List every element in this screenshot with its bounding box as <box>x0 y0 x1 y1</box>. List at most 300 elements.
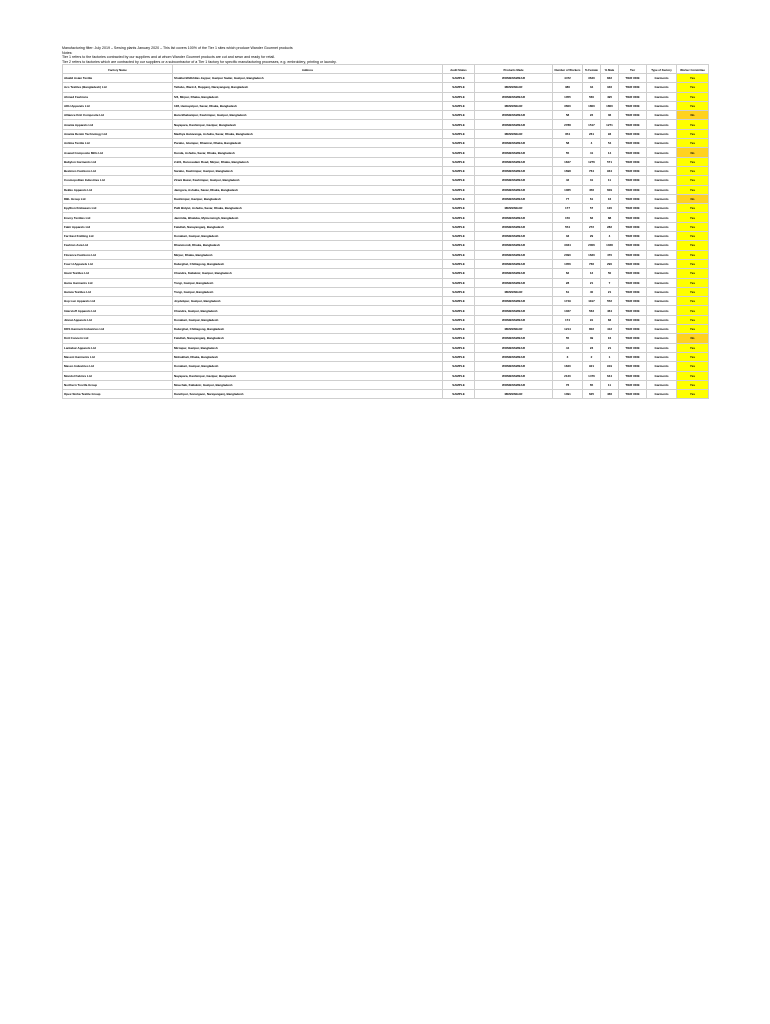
cell-type: Garments <box>647 232 677 241</box>
cell-address: Fatullah, Narayanganj, Bangladesh <box>173 334 443 343</box>
cell-type: Garments <box>647 194 677 203</box>
cell-audit-status: SAMPLE <box>443 269 475 278</box>
cell-tier: TIER ONE <box>619 250 647 259</box>
cell-committee: Yes <box>677 92 709 101</box>
cell-female: 62 <box>583 213 601 222</box>
table-row <box>63 120 709 129</box>
cell-female: 1517 <box>583 120 601 129</box>
intro-line-4: Tier 2 refers to factories which are contracted by our suppliers or a subcontractor of a Tier 1 factory for specific manufacturing processes, e.g. embroidery, printing or laundry. <box>62 59 337 64</box>
cell-workers: 3600 <box>553 101 583 110</box>
cell-products: WOMENSWEAR <box>475 352 553 361</box>
cell-address: Chandra, Gazipur, Bangladesh <box>173 306 443 315</box>
cell-tier: TIER ONE <box>619 148 647 157</box>
cell-audit-status: SAMPLE <box>443 120 475 129</box>
table-row <box>63 176 709 185</box>
cell-products: WOMENSWEAR <box>475 139 553 148</box>
cell-factory-name: Epyllion Knitwears Ltd <box>63 204 173 213</box>
cell-products: WOMENSWEAR <box>475 194 553 203</box>
cell-tier: TIER ONE <box>619 278 647 287</box>
cell-audit-status: SAMPLE <box>443 92 475 101</box>
cell-type: Garments <box>647 250 677 259</box>
cell-factory-name: Hams Garments Ltd <box>63 278 173 287</box>
cell-factory-name: Four H Apparels Ltd <box>63 259 173 268</box>
cell-workers: 1027 <box>553 306 583 315</box>
cell-address: Mohakhali, Dhaka, Bangladesh <box>173 352 443 361</box>
cell-committee: Yes <box>677 287 709 296</box>
cell-audit-status: SAMPLE <box>443 352 475 361</box>
table-row <box>63 297 709 306</box>
cell-products: MENSWEAR <box>475 101 553 110</box>
cell-address: Bara Bhabanipur, Kashimpur, Gazipur, Bangladesh <box>173 111 443 120</box>
cell-workers: 1055 <box>553 92 583 101</box>
cell-male: 464 <box>601 306 619 315</box>
cell-tier: TIER ONE <box>619 83 647 92</box>
cell-female: 272 <box>583 222 601 231</box>
cell-audit-status: SAMPLE <box>443 74 475 83</box>
cell-products: WOMENSWEAR <box>475 250 553 259</box>
cell-products: WOMENSWEAR <box>475 306 553 315</box>
cell-committee: Yes <box>677 222 709 231</box>
intro-line-2: Notes: <box>62 50 73 55</box>
cell-tier: TIER ONE <box>619 139 647 148</box>
cell-audit-status: SAMPLE <box>443 297 475 306</box>
table-row <box>63 92 709 101</box>
header-committee: Worker Committee <box>677 65 709 74</box>
table-row <box>63 287 709 296</box>
cell-tier: TIER ONE <box>619 371 647 380</box>
cell-products: WOMENSWEAR <box>475 213 553 222</box>
cell-type: Garments <box>647 204 677 213</box>
cell-workers: 1065 <box>553 185 583 194</box>
cell-committee: No <box>677 194 709 203</box>
cell-workers: 4472 <box>553 74 583 83</box>
cell-factory-name: Ananta Apparels Ltd <box>63 120 173 129</box>
cell-female: 261 <box>583 129 601 138</box>
cell-female: 766 <box>583 259 601 268</box>
cell-products: WOMENSWEAR <box>475 176 553 185</box>
cell-workers: 380 <box>553 83 583 92</box>
cell-type: Garments <box>647 343 677 352</box>
cell-factory-name: DBL Group Ltd <box>63 194 173 203</box>
header-products: Products Made <box>475 65 553 74</box>
cell-products: WOMENSWEAR <box>475 166 553 175</box>
cell-committee: Yes <box>677 241 709 250</box>
cell-address: Mirzapur, Gazipur, Bangladesh <box>173 343 443 352</box>
cell-audit-status: SAMPLE <box>443 278 475 287</box>
cell-committee: Yes <box>677 352 709 361</box>
cell-address: Fatullah, Narayanganj, Bangladesh <box>173 222 443 231</box>
cell-audit-status: SAMPLE <box>443 306 475 315</box>
cell-factory-name: Lantabur Apparels Ltd <box>63 343 173 352</box>
table-row <box>63 306 709 315</box>
table-row <box>63 241 709 250</box>
cell-workers: 1749 <box>553 297 583 306</box>
cell-workers: 44 <box>553 343 583 352</box>
cell-workers: 3 <box>553 352 583 361</box>
cell-products: WOMENSWEAR <box>475 371 553 380</box>
cell-type: Garments <box>647 185 677 194</box>
cell-female: 921 <box>583 362 601 371</box>
cell-tier: TIER ONE <box>619 92 647 101</box>
cell-female: 560 <box>583 92 601 101</box>
cell-products: WOMENSWEAR <box>475 241 553 250</box>
cell-factory-name: Ahmed Fashions <box>63 92 173 101</box>
cell-workers: 33 <box>553 232 583 241</box>
cell-type: Garments <box>647 129 677 138</box>
cell-products: WOMENSWEAR <box>475 148 553 157</box>
cell-address: Chandra, Kaliakoir, Gazipur, Bangladesh <box>173 269 443 278</box>
cell-workers: 554 <box>553 222 583 231</box>
cell-female: 1800 <box>583 101 601 110</box>
cell-tier: TIER ONE <box>619 232 647 241</box>
table-row <box>63 185 709 194</box>
cell-workers: 2788 <box>553 120 583 129</box>
cell-factory-name: Far East Knitting Ltd <box>63 232 173 241</box>
cell-audit-status: SAMPLE <box>443 380 475 389</box>
table-row <box>63 148 709 157</box>
header-female: % Female <box>583 65 601 74</box>
cell-male: 11 <box>601 380 619 389</box>
table-row <box>63 334 709 343</box>
cell-type: Garments <box>647 287 677 296</box>
cell-tier: TIER ONE <box>619 287 647 296</box>
cell-female: 1197 <box>583 297 601 306</box>
cell-workers: 1698 <box>553 166 583 175</box>
cell-address: Jamirdia, Bhaluka, Mymensingh, Bangladesh <box>173 213 443 222</box>
cell-products: WOMENSWEAR <box>475 157 553 166</box>
cell-factory-name: AKH Apparels Ltd <box>63 101 173 110</box>
header-factory-name: Factory Name <box>63 65 173 74</box>
cell-male: 412 <box>601 325 619 334</box>
cell-female: 802 <box>583 325 601 334</box>
cell-audit-status: SAMPLE <box>443 325 475 334</box>
header-address: Address <box>173 65 443 74</box>
cell-address: Zirani Bazar, Kashimpur, Gazipur, Bangladesh <box>173 176 443 185</box>
table-row <box>63 74 709 83</box>
cell-committee: Yes <box>677 343 709 352</box>
cell-tier: TIER ONE <box>619 343 647 352</box>
cell-factory-name: Florence Fashions Ltd <box>63 250 173 259</box>
cell-committee: Yes <box>677 250 709 259</box>
cell-audit-status: SAMPLE <box>443 157 475 166</box>
cell-committee: Yes <box>677 269 709 278</box>
cell-products: WOMENSWEAR <box>475 278 553 287</box>
cell-workers: 58 <box>553 111 583 120</box>
cell-workers: 2090 <box>553 250 583 259</box>
cell-male: 1800 <box>601 101 619 110</box>
cell-products: MENSWEAR <box>475 83 553 92</box>
header-workers: Number of Workers <box>553 65 583 74</box>
cell-audit-status: SAMPLE <box>443 362 475 371</box>
cell-committee: Yes <box>677 278 709 287</box>
cell-type: Garments <box>647 120 677 129</box>
cell-committee: Yes <box>677 371 709 380</box>
cell-audit-status: SAMPLE <box>443 83 475 92</box>
cell-female: 23 <box>583 343 601 352</box>
table-row <box>63 101 709 110</box>
cell-address: Kashimpur, Gazipur, Bangladesh <box>173 194 443 203</box>
cell-address: Parabo, Islampur, Dhamrai, Dhaka, Bangladesh <box>173 139 443 148</box>
cell-female: 456 <box>583 185 601 194</box>
cell-committee: Yes <box>677 176 709 185</box>
cell-factory-name: Hop Lun Apparels Ltd <box>63 297 173 306</box>
table-row <box>63 278 709 287</box>
cell-committee: Yes <box>677 120 709 129</box>
cell-male: 21 <box>601 287 619 296</box>
cell-male: 7 <box>601 278 619 287</box>
cell-factory-name: Fakir Apparels Ltd <box>63 222 173 231</box>
cell-male: 470 <box>601 250 619 259</box>
cell-factory-name: Mondol Fabrics Ltd <box>63 371 173 380</box>
cell-workers: 1840 <box>553 362 583 371</box>
cell-address: Kunda, Ashulia, Savar, Dhaka, Bangladesh <box>173 148 443 157</box>
cell-tier: TIER ONE <box>619 241 647 250</box>
cell-tier: TIER ONE <box>619 334 647 343</box>
cell-female: 1276 <box>583 157 601 166</box>
cell-factory-name: Interstoff Apparels Ltd <box>63 306 173 315</box>
cell-committee: Yes <box>677 213 709 222</box>
cell-female: 34 <box>583 83 601 92</box>
cell-products: WOMENSWEAR <box>475 222 553 231</box>
cell-audit-status: SAMPLE <box>443 232 475 241</box>
cell-address: Tetlabo, Ward-3, Rupganj, Narayanganj, Bangladesh <box>173 83 443 92</box>
table-row <box>63 315 709 324</box>
cell-committee: Yes <box>677 325 709 334</box>
cell-audit-status: SAMPLE <box>443 213 475 222</box>
cell-tier: TIER ONE <box>619 213 647 222</box>
cell-address: Nayapara, Kashimpur, Gazipur, Bangladesh <box>173 120 443 129</box>
table-row <box>63 194 709 203</box>
cell-address: Shuklai Bhilbhilas Jaypur, Gazipur Sadar, Gazipur, Bangladesh <box>173 74 443 83</box>
cell-products: WOMENSWEAR <box>475 334 553 343</box>
cell-workers: 55 <box>553 334 583 343</box>
cell-workers: 2120 <box>553 371 583 380</box>
cell-committee: Yes <box>677 232 709 241</box>
table-row <box>63 371 709 380</box>
cell-female: 41 <box>583 148 601 157</box>
cell-female: 1620 <box>583 250 601 259</box>
cell-audit-status: SAMPLE <box>443 185 475 194</box>
cell-male: 571 <box>601 157 619 166</box>
cell-tier: TIER ONE <box>619 352 647 361</box>
cell-type: Garments <box>647 166 677 175</box>
cell-factory-name: Dekko Apparels Ltd <box>63 185 173 194</box>
cell-address: Kalurghat, Chittagong, Bangladesh <box>173 325 443 334</box>
cell-products: WOMENSWEAR <box>475 74 553 83</box>
cell-audit-status: SAMPLE <box>443 250 475 259</box>
cell-address: Dhanmondi, Dhaka, Bangladesh <box>173 241 443 250</box>
cell-workers: 177 <box>553 204 583 213</box>
cell-type: Garments <box>647 92 677 101</box>
table-row <box>63 222 709 231</box>
cell-products: MENSWEAR <box>475 129 553 138</box>
cell-products: WOMENSWEAR <box>475 185 553 194</box>
cell-address: Tongi, Gazipur, Bangladesh <box>173 278 443 287</box>
cell-type: Garments <box>647 111 677 120</box>
cell-factory-name: Ananta Denim Technology Ltd <box>63 129 173 138</box>
intro-line-1: Manufacturing filter: July 2019 – Sewing plants January 2020 – This list covers 100% of the Tier 1 sites which produce Wander Gourmet products <box>62 46 293 50</box>
intro-line-3: Tier 1 refers to the factories contracted by our suppliers and at whom Wander Gourmet products are cut and sewn and ready for retail. <box>62 55 276 59</box>
cell-address: Kanchpur, Sonargaon, Narayanganj, Bangladesh <box>173 390 443 399</box>
cell-type: Garments <box>647 325 677 334</box>
cell-products: WOMENSWEAR <box>475 380 553 389</box>
cell-factory-name: Northern Tosrifa Group <box>63 380 173 389</box>
cell-committee: Yes <box>677 297 709 306</box>
cell-factory-name: Babylon Garments Ltd <box>63 157 173 166</box>
cell-committee: Yes <box>677 204 709 213</box>
cell-committee: No <box>677 148 709 157</box>
cell-female: 22 <box>583 111 601 120</box>
cell-audit-status: SAMPLE <box>443 111 475 120</box>
cell-type: Garments <box>647 213 677 222</box>
cell-factory-name: Opex Sinha Textile Group <box>63 390 173 399</box>
table-row <box>63 213 709 222</box>
table-row <box>63 269 709 278</box>
cell-male: 93 <box>601 129 619 138</box>
cell-type: Garments <box>647 259 677 268</box>
cell-committee: Yes <box>677 259 709 268</box>
cell-factory-name: Masco Industries Ltd <box>63 362 173 371</box>
cell-male: 290 <box>601 259 619 268</box>
cell-products: MENSWEAR <box>475 390 553 399</box>
cell-male: 14 <box>601 148 619 157</box>
cell-type: Garments <box>647 315 677 324</box>
table-header-row <box>63 65 709 74</box>
cell-committee: Yes <box>677 185 709 194</box>
cell-products: WOMENSWEAR <box>475 269 553 278</box>
cell-products: WOMENSWEAR <box>475 362 553 371</box>
cell-audit-status: SAMPLE <box>443 129 475 138</box>
cell-factory-name: Anlima Textile Ltd <box>63 139 173 148</box>
cell-products: WOMENSWEAR <box>475 111 553 120</box>
cell-address: 128, Hemayetpur, Savar, Dhaka, Bangladesh <box>173 101 443 110</box>
cell-address: Tongi, Gazipur, Bangladesh <box>173 287 443 296</box>
cell-male: 11 <box>601 176 619 185</box>
cell-type: Garments <box>647 371 677 380</box>
cell-tier: TIER ONE <box>619 222 647 231</box>
cell-products: WOMENSWEAR <box>475 297 553 306</box>
cell-workers: 76 <box>553 380 583 389</box>
cell-male: 495 <box>601 92 619 101</box>
cell-male: 552 <box>601 297 619 306</box>
cell-workers: 174 <box>553 315 583 324</box>
cell-audit-status: SAMPLE <box>443 222 475 231</box>
cell-female: 29 <box>583 232 601 241</box>
cell-female: 1476 <box>583 371 601 380</box>
cell-audit-status: SAMPLE <box>443 101 475 110</box>
cell-factory-name: Fashion Asia Ltd <box>63 241 173 250</box>
cell-audit-status: SAMPLE <box>443 204 475 213</box>
cell-male: 934 <box>601 166 619 175</box>
cell-tier: TIER ONE <box>619 325 647 334</box>
cell-audit-status: SAMPLE <box>443 148 475 157</box>
cell-committee: Yes <box>677 306 709 315</box>
cell-committee: Yes <box>677 315 709 324</box>
cell-type: Garments <box>647 74 677 83</box>
cell-type: Garments <box>647 101 677 110</box>
cell-factory-name: Cosmopolitan Industries Ltd <box>63 176 173 185</box>
cell-female: 40 <box>583 287 601 296</box>
cell-female: 65 <box>583 380 601 389</box>
factory-table <box>62 64 709 399</box>
cell-type: Garments <box>647 352 677 361</box>
cell-products: MENSWEAR <box>475 204 553 213</box>
cell-tier: TIER ONE <box>619 129 647 138</box>
cell-committee: Yes <box>677 157 709 166</box>
cell-products: WOMENSWEAR <box>475 259 553 268</box>
table-row <box>63 390 709 399</box>
cell-factory-name: Jinnat Apparels Ltd <box>63 315 173 324</box>
cell-type: Garments <box>647 297 677 306</box>
cell-audit-status: SAMPLE <box>443 194 475 203</box>
cell-tier: TIER ONE <box>619 306 647 315</box>
table-row <box>63 204 709 213</box>
cell-male: 36 <box>601 111 619 120</box>
cell-type: Garments <box>647 176 677 185</box>
cell-workers: 58 <box>553 139 583 148</box>
cell-male: 88 <box>601 213 619 222</box>
cell-workers: 28 <box>553 278 583 287</box>
cell-address: Nayapara, Kashimpur, Gazipur, Bangladesh <box>173 371 443 380</box>
table-row <box>63 352 709 361</box>
cell-type: Garments <box>647 148 677 157</box>
cell-audit-status: SAMPLE <box>443 259 475 268</box>
cell-tier: TIER ONE <box>619 194 647 203</box>
cell-tier: TIER ONE <box>619 166 647 175</box>
cell-committee: Yes <box>677 390 709 399</box>
cell-audit-status: SAMPLE <box>443 166 475 175</box>
cell-female: 21 <box>583 278 601 287</box>
cell-factory-name: Acs Textiles (Bangladesh) Ltd <box>63 83 173 92</box>
cell-factory-name: Knit Concern Ltd <box>63 334 173 343</box>
cell-female: 2006 <box>583 241 601 250</box>
cell-female: 4 <box>583 139 601 148</box>
header-audit-status: Audit Status <box>443 65 475 74</box>
cell-tier: TIER ONE <box>619 101 647 110</box>
table-row <box>63 250 709 259</box>
table-row <box>63 139 709 148</box>
cell-audit-status: SAMPLE <box>443 334 475 343</box>
cell-female: 563 <box>583 306 601 315</box>
table-row <box>63 259 709 268</box>
cell-tier: TIER ONE <box>619 157 647 166</box>
cell-committee: Yes <box>677 139 709 148</box>
cell-audit-status: SAMPLE <box>443 315 475 324</box>
cell-committee: No <box>677 334 709 343</box>
cell-committee: Yes <box>677 83 709 92</box>
cell-workers: 1214 <box>553 325 583 334</box>
cell-audit-status: SAMPLE <box>443 241 475 250</box>
cell-male: 832 <box>601 74 619 83</box>
cell-type: Garments <box>647 306 677 315</box>
cell-address: Konabari, Gazipur, Bangladesh <box>173 362 443 371</box>
cell-factory-name: Alliance Knit Composite Ltd <box>63 111 173 120</box>
cell-type: Garments <box>647 278 677 287</box>
cell-committee: Yes <box>677 74 709 83</box>
cell-workers: 1091 <box>553 390 583 399</box>
cell-tier: TIER ONE <box>619 176 647 185</box>
header-tier: Tier <box>619 65 647 74</box>
cell-audit-status: SAMPLE <box>443 287 475 296</box>
cell-tier: TIER ONE <box>619 111 647 120</box>
cell-committee: Yes <box>677 101 709 110</box>
cell-tier: TIER ONE <box>619 362 647 371</box>
cell-address: Palli Bidyut, Ashulia, Savar, Dhaka, Bangladesh <box>173 204 443 213</box>
cell-tier: TIER ONE <box>619 185 647 194</box>
cell-female: 2 <box>583 352 601 361</box>
cell-address: Joydebpur, Gazipur, Bangladesh <box>173 297 443 306</box>
cell-tier: TIER ONE <box>619 269 647 278</box>
